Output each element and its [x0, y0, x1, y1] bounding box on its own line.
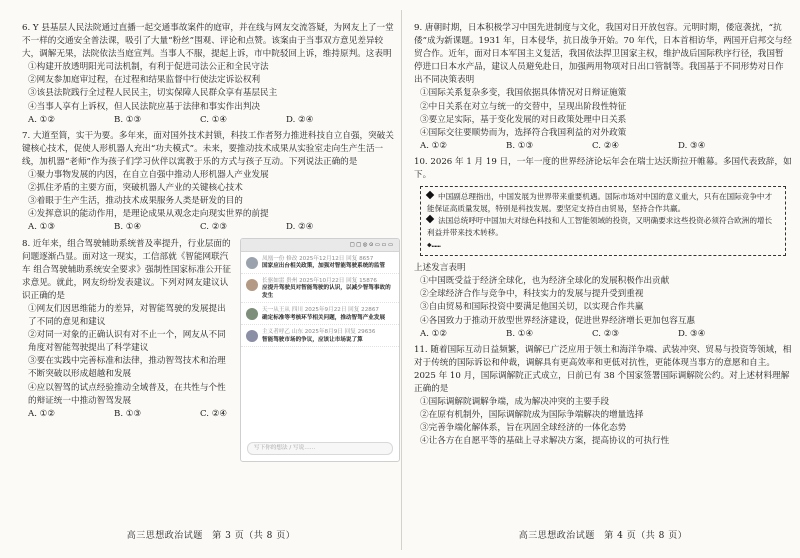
q6-choice-c: C. ①④	[200, 114, 228, 125]
right-page	[414, 22, 792, 527]
q6-option-2: ②网友参加庭审过程，在过程和结果监督中行使法定诉讼权利	[28, 75, 261, 86]
q8-choice-b: B. ①③	[114, 408, 142, 419]
page-footer-left: 高三思想政治试题 第 3 页（共 8 页）	[126, 531, 296, 541]
phone-status-bar: □ □ ◎ ⊙ ▭ ▭ ▭	[241, 239, 399, 252]
avatar	[246, 257, 258, 269]
q8-option-4: ④应以智驾的试点经验推动全域普及，在共性与个性的辩证统一中推动智驾发展	[28, 382, 226, 406]
avatar	[246, 330, 258, 342]
q7-choice-b: B. ①④	[114, 222, 142, 233]
q8-text-column	[22, 238, 232, 408]
question-9	[414, 22, 792, 153]
speech-item	[427, 215, 779, 239]
question-10	[414, 156, 792, 341]
q9-option-3: ③要立足实际，基于变化发展的对日政策处理中日关系	[420, 114, 627, 125]
phone-screenshot-figure	[240, 238, 400, 462]
phone-comment-input: 写下你的想法 / 写说……	[247, 442, 393, 455]
comment-meta: 长驱如雷 贵州 2025年10月22日 回复 15876	[262, 277, 377, 284]
q6-choice-a: A. ①②	[28, 114, 56, 125]
q10-choice-b: B. ①④	[506, 328, 534, 339]
diamond-bullet-icon	[426, 215, 434, 223]
speech-text: 中国副总理指出，中国发展为世界带来重要机遇。国际市场对中国的意义重大，只有在国际竞争中才能保证高质量发展，特别是科技发展。要坚定支持自由贸易，坚持合作共赢。	[427, 192, 773, 214]
q10-choice-d: D. ③④	[678, 328, 706, 339]
question-8	[22, 238, 400, 451]
speech-more: ◆……	[427, 240, 441, 250]
q11-option-4: ④让各方在自愿平等的基础上寻求解决方案，提高协议的可执行性	[420, 436, 670, 447]
question-6	[22, 22, 400, 127]
q6-option-3: ③该县法院践行全过程人民民主，切实保障人民群众享有基层民主	[28, 88, 278, 99]
q6-choice-d: D. ②④	[286, 114, 314, 125]
phone-comment	[241, 325, 399, 347]
comment-text: 智能驾驶市场的争议，应该让市场说了算	[262, 336, 363, 343]
q6-option-1: ①构建开放透明阳光司法机制，有利于促进司法公正和全民守法	[28, 62, 269, 73]
q9-choice-b: B. ①③	[506, 140, 534, 151]
q7-option-1: ①聚力事物发展的内因，在自立自强中推动人形机器人产业发展	[28, 170, 269, 181]
phone-comment	[241, 303, 399, 325]
speech-item	[427, 191, 779, 215]
avatar	[246, 279, 258, 291]
q11-option-3: ③完善争端化解体系，旨在巩固全球经济的一体化态势	[420, 423, 627, 434]
q7-option-3: ③着眼于生产生活，推动技术成果服务人类是研发的目的	[28, 196, 243, 207]
q8-choice-c: C. ②④	[200, 408, 228, 419]
q9-choices	[414, 140, 792, 153]
comment-meta: 凤凰一份 修改 2025年12月12日 回复 8657	[262, 255, 374, 262]
q11-stem: 11. 随着国际互动日益频繁，调解已广泛应用于领土和海洋争端、武装冲突、贸易与投资等领域，相对于传统的国际诉讼和仲裁，调解具有更高效率和更低对抗性，更能体现当事方的意愿和自主。2025 年 10 月，国际调解院正式成立，日前已有 38 个国家签署国际调解院公约。对上述材料理解正确的是	[414, 344, 792, 394]
q11-option-1: ①国际调解院调解争端，成为解决冲突的主要手段	[420, 397, 610, 408]
speech-text: 法国总统呼吁中国加大对绿色科技和人工智能领域的投资，又明确要求这些投资必须符合欧洲的增长利益并带来技术转移。	[427, 216, 773, 238]
q8-option-1: ①网友们因思维能力的差异，对智能驾驶的发展提出了不同的意见和建议	[28, 303, 226, 328]
q7-option-2: ②抓住矛盾的主要方面，突破机器人产业的关键核心技术	[28, 183, 243, 194]
q6-choice-b: B. ①③	[114, 114, 142, 125]
phone-comment	[241, 252, 399, 274]
q8-stem: 8. 近年来，组合驾驶辅助系统普及率提升，行业层面的问题逐渐凸显。面对这一现实，工信部就《智能网联汽车 组合驾驶辅助系统安全要求》强制性国家标准公开征求意见。就此，网友纷纷发表建议。下列对网友建议认识正确的是	[22, 238, 231, 301]
q9-option-2: ②中日关系在对立与统一的交替中，呈现出阶段性特征	[420, 101, 627, 112]
speech-quote-box	[420, 186, 786, 256]
q9-choice-d: D. ③④	[678, 140, 706, 151]
page-footer-right: 高三思想政治试题 第 4 页（共 8 页）	[518, 531, 688, 541]
q7-choice-c: C. ②③	[200, 222, 228, 233]
left-page	[22, 22, 400, 527]
comment-text: 国家应出台相关政策，加强对智能驾驶系统的监管	[262, 263, 386, 269]
comment-text: 确定标准等考核环节相关问题，推动智驾产业发展	[262, 314, 386, 321]
q8-option-2: ②对同一对象的正确认识有对不止一个，网友从不同角度对智能驾驶提出了科学建议	[28, 330, 226, 354]
q10-option-2: ②全球经济合作与竞争中，科技实力的发展与提升受到重视	[420, 289, 644, 300]
q10-option-3: ③自由贸易和国际投资中要满足他国关切，以实现合作共赢	[420, 302, 644, 313]
q9-option-4: ④国际交往要顺势而为，选择符合我国利益的对外政策	[420, 127, 627, 138]
page-divider	[401, 10, 402, 550]
q10-choice-c: C. ②③	[592, 328, 620, 339]
q6-option-4: ④当事人享有上诉权，但人民法院应基于法律和事实作出判决	[28, 101, 261, 112]
q9-choice-c: C. ②④	[592, 140, 620, 151]
phone-comment	[241, 274, 399, 304]
question-11	[414, 344, 792, 449]
comment-meta: 主义者呼乙 山东 2025年8月9日 回复 29636	[262, 329, 376, 335]
q10-choices	[414, 328, 792, 341]
avatar	[246, 308, 258, 320]
comment-meta: 天一从王从 四川 2025年9月22日 回复 22867	[262, 307, 379, 313]
q9-choice-a: A. ①②	[420, 140, 448, 151]
q7-choice-a: A. ①③	[28, 222, 56, 233]
q8-option-3: ③要在实践中完善标准和法律，推动智驾技术和治理不断突破以形成超越和发展	[28, 356, 226, 380]
q7-choice-d: D. ②④	[286, 222, 314, 233]
comment-text: 应提升驾驶员对智能驾驶的认识，以减少智驾事故的发生	[262, 285, 391, 299]
q10-stem: 10. 2026 年 1 月 19 日，一年一度的世界经济论坛年会在瑞士达沃斯拉开帷幕。多国代表致辞，如下。	[414, 156, 792, 181]
q6-stem: 6. Y 县基层人民法院通过直播一起交通事故案件的庭审，并在线与网友交流答疑，为网友上了一堂不一样的交通安全普法课，吸引了大量“粉丝”围观、评论和点赞。该案由于当事双方意见差异较大，调解无果，法院依法当庭宣判。当事人不服，提起上诉，市中院驳回上诉，维持原判。这表明	[22, 23, 394, 60]
q7-option-4: ④发挥意识的能动作用，是理论成果从观念走向现实世界的前提	[28, 209, 269, 220]
q10-lead: 上述发言表明	[414, 263, 466, 274]
q10-option-1: ①中国既受益于经济全球化，也为经济全球化的发展积极作出贡献	[420, 276, 670, 287]
q10-choice-a: A. ①②	[420, 328, 448, 339]
q7-stem: 7. 大道至简，实干为要。多年来，面对国外技术封锁，科技工作者努力推进科技自立自强，突破关键核心技术，促使人形机器人充出“功夫模式”。未来，要推动技术成果从实验室走向生产生活一线，加机器“老师”作为孩子们学习伙伴以寓教于乐的方式与孩子互动。下列说法正确的是	[22, 130, 394, 167]
q11-option-2: ②在原有机制外，国际调解院成为国际争端解决的增量选择	[420, 410, 644, 421]
q6-choices	[22, 114, 400, 127]
q7-choices	[22, 221, 400, 234]
q9-option-1: ①国际关系复杂多变，我国依据具体情况对日辩证施策	[420, 88, 627, 99]
diamond-bullet-icon	[426, 191, 434, 199]
question-7	[22, 130, 400, 235]
q9-stem: 9. 唐朝时期，日本积极学习中国先进制度与文化，我国对日开放包容。元明时期，倭寇袭扰，“抗倭”成为新课题。1931 年，日本侵华，抗日战争开始。70 年代，日本首相访华，两国开启邦交与经贸合作。近年，面对日本军国主义复活，我国依法捍卫国家主权，维护战后国际秩序行径，我国暂停进口日本水产品，建议人员避免赴日，加强两用物项对日出口管制等。我国基于不同形势对日作出不同决策表明	[414, 23, 792, 86]
q10-option-4: ④各国致力于推动开放型世界经济建设，促进世界经济增长更加包容互惠	[420, 315, 696, 326]
q8-choice-a: A. ①②	[28, 408, 56, 419]
